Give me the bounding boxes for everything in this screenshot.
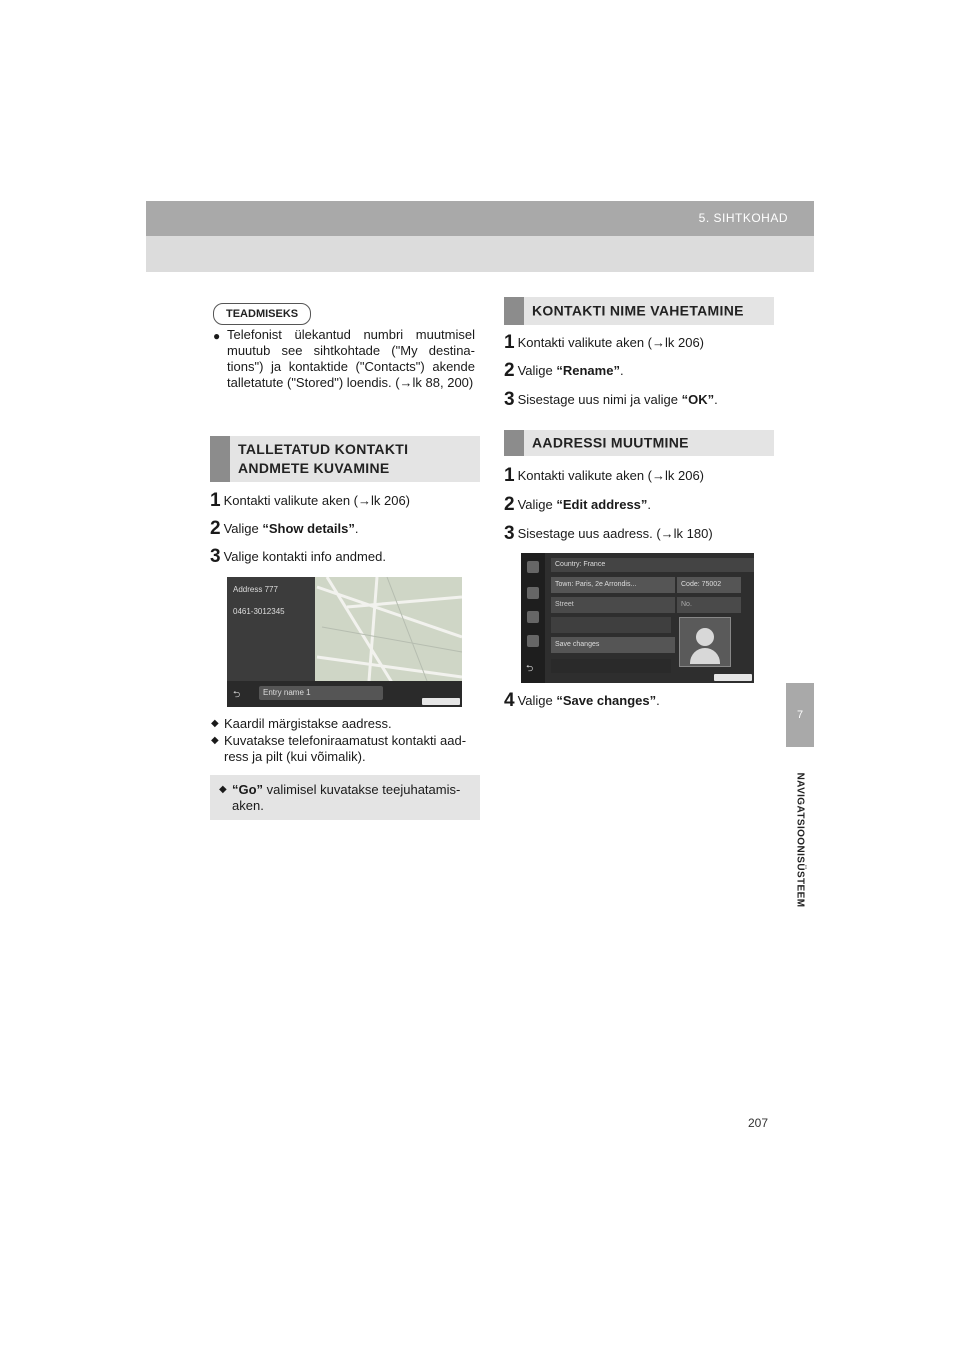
section-header-rename — [504, 297, 774, 325]
note-body — [213, 327, 475, 391]
country-row[interactable]: Country: France — [551, 558, 754, 572]
menu-icon[interactable] — [527, 611, 539, 623]
screen-sidebar — [521, 553, 545, 683]
contact-photo — [679, 617, 731, 667]
phone-line: 0461-3012345 — [233, 607, 285, 616]
note-label: TEADMISEKS — [213, 303, 311, 325]
diamond-icon: ◆ — [211, 735, 219, 746]
address-line: Address 777 — [233, 585, 278, 594]
page-number: 207 — [748, 1116, 769, 1130]
image-code — [714, 674, 752, 681]
header-subbar — [146, 236, 814, 272]
address-step-2: 2 Valige “Edit address”. — [504, 494, 652, 515]
code-field[interactable]: Code: 75002 — [677, 577, 741, 593]
address-step-1: 1 Kontakti valikute aken (→lk 206) — [504, 465, 705, 486]
back-icon[interactable]: ⮌ — [233, 689, 241, 699]
rename-step-2: 2 Valige “Rename”. — [504, 360, 624, 381]
step-2: 2 Valige “Show details”. — [210, 518, 359, 539]
section-header-show-details — [210, 436, 480, 482]
section-title-line-2: ANDMETE KUVAMINE — [238, 460, 390, 476]
bullet-icon: ● — [213, 329, 221, 343]
menu-icon[interactable] — [527, 561, 539, 573]
menu-icon[interactable] — [527, 635, 539, 647]
avatar — [696, 628, 714, 646]
map-screenshot — [227, 577, 462, 707]
address-step-3: 3 Sisestage uus aadress. (→lk 180) — [504, 523, 713, 544]
chapter-label-text: NAVIGATSIOONISÜSTEEM — [794, 772, 806, 908]
tip-box: ◆ “Go” valimisel kuvatakse teejuhatamis-aken. — [210, 775, 480, 820]
save-changes-button[interactable]: Save changes — [551, 637, 675, 653]
section-title: AADRESSI MUUTMINE — [532, 434, 689, 451]
chapter-tab: 7 — [786, 683, 814, 747]
section-header-edit-address — [504, 430, 774, 456]
empty-field[interactable] — [551, 617, 671, 633]
diamond-icon: ◆ — [219, 784, 227, 795]
entry-name-field[interactable]: Entry name 1 — [259, 686, 383, 700]
street-field[interactable]: Street — [551, 597, 675, 613]
rename-step-1: 1 Kontakti valikute aken (→lk 206) — [504, 332, 705, 353]
town-field[interactable]: Town: Paris, 2e Arrondis... — [551, 577, 675, 593]
chapter-label — [784, 760, 816, 920]
back-icon[interactable]: ⮌ — [526, 663, 534, 673]
section-title-line-1: TALLETATUD KONTAKTI — [238, 441, 409, 457]
number-field[interactable]: No. — [677, 597, 741, 613]
header-bar — [146, 201, 814, 236]
step-3: 3 Valige kontakti info andmed. — [210, 546, 386, 567]
menu-icon[interactable] — [527, 587, 539, 599]
bullet-2: ◆ Kuvatakse telefoniraamatust kontakti aad-ress ja pilt (kui võimalik). — [211, 733, 467, 764]
rename-step-3: 3 Sisestage uus nimi ja valige “OK”. — [504, 389, 718, 410]
section-title: KONTAKTI NIME VAHETAMINE — [532, 302, 744, 319]
step-1: 1 Kontakti valikute aken (→lk 206) — [210, 490, 411, 511]
image-code — [422, 698, 460, 705]
diamond-icon: ◆ — [211, 718, 219, 729]
bullet-1: ◆ Kaardil märgistakse aadress. — [211, 716, 392, 731]
address-step-4: 4 Valige “Save changes”. — [504, 690, 660, 711]
note-text: Telefonist ülekantud numbri muutmisel muutub see sihtkohtade ("My destina-tions") ja kontaktide ("Contacts") akende talletatute ("Stored") loendis. (→lk 88, 200) — [227, 327, 475, 390]
section-title: 5. SIHTKOHAD — [698, 211, 788, 225]
edit-address-screenshot — [521, 553, 754, 683]
